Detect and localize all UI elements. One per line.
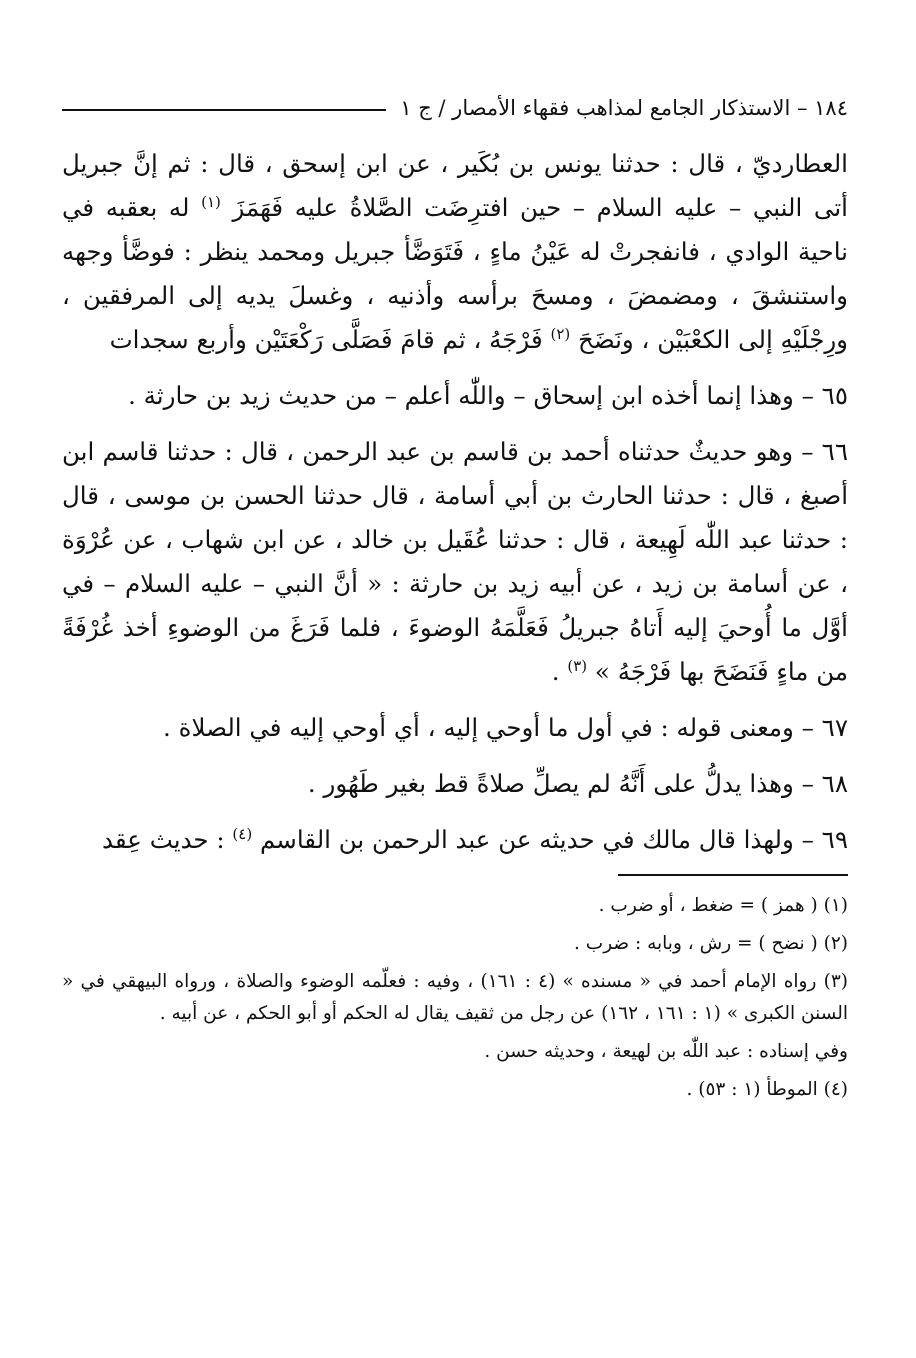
footnote-2: (٢) ( نضح ) = رش ، وبابه : ضرب .	[574, 933, 848, 954]
footnote-ref-1: (١)	[201, 192, 221, 211]
footnote-ref-3: (٣)	[567, 656, 588, 675]
header-rule	[62, 109, 386, 111]
footnote-3-extra: وفي إسناده : عبد اللّٰه بن لهيعة ، وحديثه حسن .	[484, 1041, 848, 1062]
text-segment: العطارديّ ، قال : حدثنا يونس بن بُكَير ، عن ابن إسحق ، قال : ثم إنَّ جبريل أتى النبي – عليه السلام – حين افترِضَت الصَّلاةُ عليه فَهَمَزَ	[62, 149, 848, 222]
paragraph-68: ٦٨ – وهذا يدلُّ على أَنَّهُ لم يصلِّ صلاةً قط بغير طَهُور .	[307, 769, 848, 798]
running-head-text: ١٨٤ – الاستذكار الجامع لمذاهب فقهاء الأمصار / ج ١	[400, 96, 848, 120]
running-header	[62, 88, 848, 128]
paragraph-continuation	[62, 142, 848, 362]
footnote-ref-2: (٢)	[550, 324, 571, 343]
footnote-4: (٤) الموطأ (١ : ٥٣) .	[686, 1079, 848, 1100]
footnote-1: (١) ( همز ) = ضغط ، أو ضرب .	[598, 895, 848, 916]
paragraph-67: ٦٧ – ومعنى قوله : في أول ما أوحي إليه ، أي أوحي إليه في الصلاة .	[163, 713, 848, 742]
footnote-separator	[618, 874, 848, 876]
text-segment: : حديث عِقد	[102, 825, 225, 854]
footnotes	[62, 890, 848, 1106]
paragraph-66	[62, 430, 848, 694]
paragraph-69	[62, 818, 848, 862]
paragraph-65: ٦٥ – وهذا إنما أخذه ابن إسحاق – واللّٰه أعلم – من حديث زيد بن حارثة .	[128, 381, 848, 410]
text-segment: .	[551, 657, 560, 686]
text-segment: له بعقبه في ناحية الوادي ، فانفجرتْ له عَيْنُ ماءٍ ، فَتَوَضَّأ جبريل ومحمد ينظر : فوضَّأ وجهه واستنشقَ ، ومضمضَ ، ومسحَ برأسه وأذنيه ، وغسلَ يديه إلى المرفقين ، ورِجْلَيْهِ إلى الكعْبَيْن ، ونَضَحَ	[62, 193, 848, 354]
text-segment: ٦٦ – وهو حديثٌ حدثناه أحمد بن قاسم بن عبد الرحمن ، قال : حدثنا قاسم ابن أصبغ ، قال : حدثنا الحارث بن أبي أسامة ، قال حدثنا الحسن بن موسى ، قال : حدثنا عبد اللّٰه لَهِيعة ، قال : حدثنا عُقَيل بن خالد ، عن ابن شهاب ، عن عُرْوَة ، عن أسامة بن زيد ، عن أبيه زيد بن حارثة : « أنَّ النبي – عليه السلام – في أوَّل ما أُوحيَ إليه أَتاهُ جبريلُ فَعَلَّمَهُ الوضوءَ ، فلما فَرَغَ من الوضوءِ أخذ غُرْفَةً من ماءٍ فَنَضَحَ بها فَرْجَهُ »	[62, 437, 848, 686]
book-page	[62, 88, 848, 1308]
footnote-ref-4: (٤)	[232, 824, 253, 843]
main-text	[62, 142, 848, 862]
text-segment: ٦٩ – ولهذا قال مالك في حديثه عن عبد الرحمن بن القاسم	[260, 825, 848, 854]
footnote-3: (٣) رواه الإمام أحمد في « مسنده » (٤ : ١٦١) ، وفيه : فعلّمه الوضوء والصلاة ، ورواه البيهقي في « السنن الكبرى » (١ : ١٦١ ، ١٦٢) عن رجل من ثقيف يقال له الحكم أو أبو الحكم ، عن أبيه .	[62, 971, 848, 1024]
text-segment: فَرْجَهُ ، ثم قامَ فَصَلَّى رَكْعَتَيْن وأربع سجدات	[109, 325, 543, 354]
